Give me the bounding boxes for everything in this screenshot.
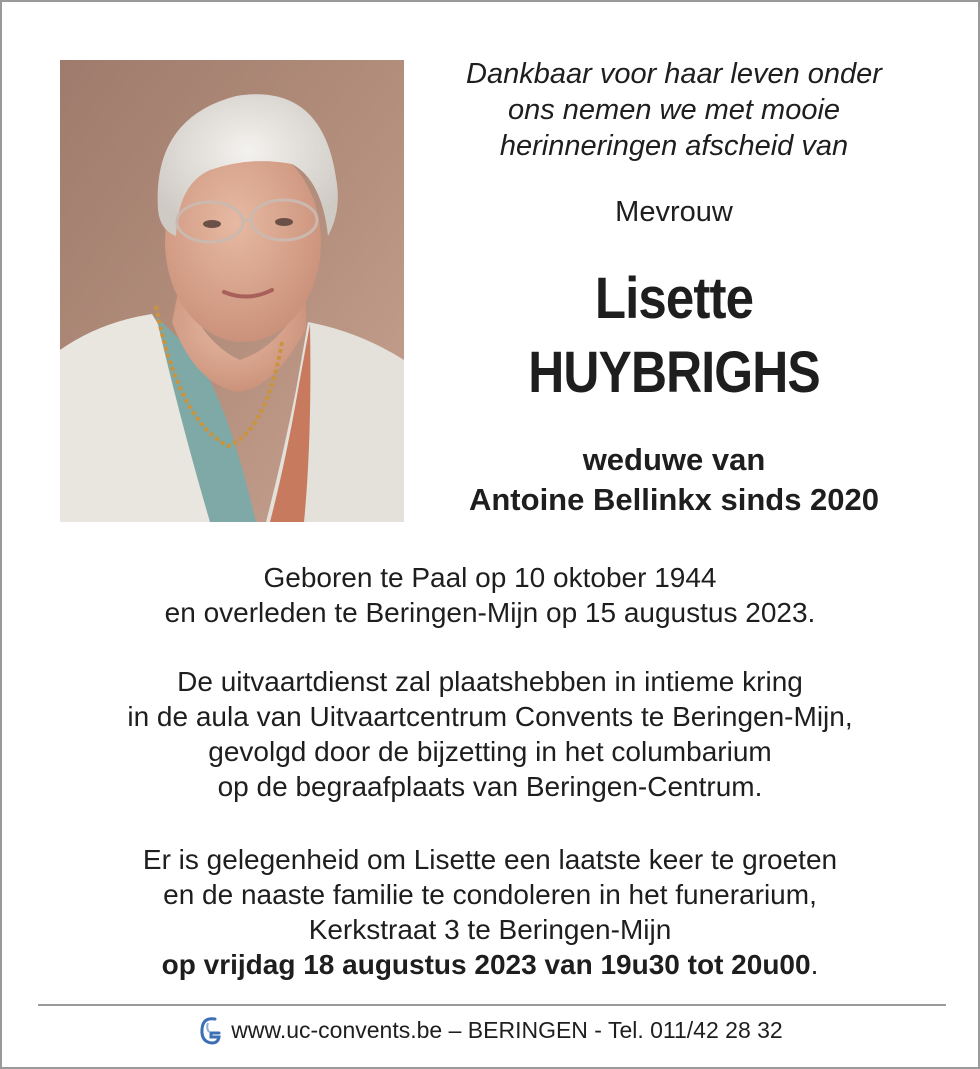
first-name: Lisette [594,266,754,331]
convents-logo-icon [197,1013,221,1047]
visitation-line: en de naaste familie te condoleren in het funerarium, [163,879,817,910]
intro-text [422,56,926,164]
visitation-time-bold: op vrijdag 18 augustus 2023 van 19u30 tot 20u00 [161,949,811,980]
widow-line: Antoine Bellinkx sinds 2020 [468,482,880,517]
intro-line: Dankbaar voor haar leven onder [466,58,882,90]
portrait-photo [60,60,404,522]
widow-of [422,440,926,520]
visitation-line: Er is gelegenheid om Lisette een laatste keer te groeten [142,844,838,875]
birth-death-paragraph [22,560,958,630]
funeral-paragraph [22,664,958,804]
funeral-line: De uitvaartdienst zal plaatshebben in intieme kring [177,666,803,697]
visitation-line: Kerkstraat 3 te Beringen-Mijn [308,914,672,945]
intro-line: ons nemen we met mooie [507,94,841,126]
footer-contact: www.uc-convents.be – BERINGEN - Tel. 011/42 28 32 [231,1016,783,1043]
intro-line: herinneringen afscheid van [499,130,849,162]
last-name: HUYBRIGHS [528,340,820,405]
funeral-line: gevolgd door de bijzetting in het columbarium [208,736,772,767]
birth-line: Geboren te Paal op 10 oktober 1944 [263,562,717,593]
footer [2,1012,978,1048]
widow-line: weduwe van [582,442,766,477]
funeral-line: in de aula van Uitvaartcentrum Convents te Beringen-Mijn, [127,701,853,732]
visitation-time [22,947,958,982]
portrait-illustration [60,60,404,522]
visitation-time-period: . [810,949,819,980]
visitation-paragraph [22,842,958,982]
death-line: en overleden te Beringen-Mijn op 15 augustus 2023. [164,597,816,628]
footer-divider [38,1004,946,1006]
funeral-line: op de begraafplaats van Beringen-Centrum. [217,771,763,802]
salutation: Mevrouw [615,196,733,228]
